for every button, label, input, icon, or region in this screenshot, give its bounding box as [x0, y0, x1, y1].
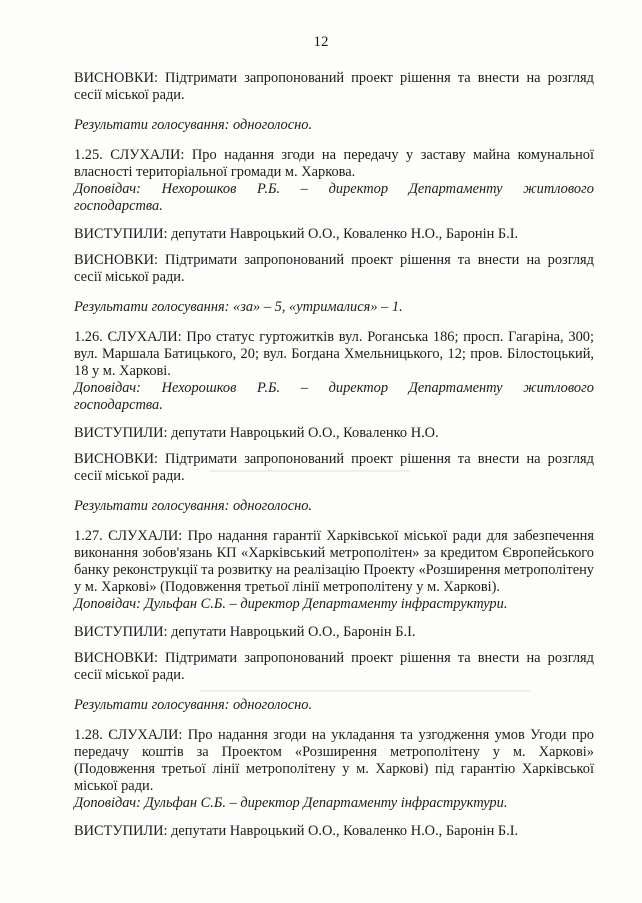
speaker-dept-kind: житлового: [523, 181, 594, 197]
item-1-25-vote: Результати голосування: «за» – 5, «утрималися» – 1.: [74, 299, 403, 315]
item-1-26-spoke: ВИСТУПИЛИ: депутати Навроцький О.О., Коваленко Н.О.: [74, 425, 439, 441]
speaker-label: Доповідач:: [74, 181, 141, 197]
conclusion-text: ВИСНОВКИ: Підтримати запропонований проект рішення та внести на розгляд сесії міської ради.: [74, 70, 594, 103]
item-1-25-heard: 1.25. СЛУХАЛИ: Про надання згоди на передачу у заставу майна комунальної власності територіальної громади м. Харкова.: [74, 147, 594, 180]
item-1-27-conclusion: ВИСНОВКИ: Підтримати запропонований проект рішення та внести на розгляд сесії міської ради.: [74, 650, 594, 683]
speaker-name: Нехорошков: [161, 380, 237, 396]
voting-result: Результати голосування: одноголосно.: [74, 117, 313, 133]
speaker-initials: Р.Б.: [257, 380, 281, 396]
speaker-dash: –: [300, 181, 308, 197]
item-1-26-conclusion: ВИСНОВКИ: Підтримати запропонований проект рішення та внести на розгляд сесії міської ради.: [74, 451, 594, 484]
item-1-27-speaker: Доповідач: Дульфан С.Б. – директор Департаменту інфраструктури.: [74, 596, 508, 612]
speaker-tail: господарства.: [74, 397, 163, 413]
speaker-dash: –: [300, 380, 308, 396]
page-number: 12: [313, 34, 329, 50]
item-1-26-vote: Результати голосування: одноголосно.: [74, 498, 313, 514]
item-1-28-spoke: ВИСТУПИЛИ: депутати Навроцький О.О., Коваленко Н.О., Баронін Б.І.: [74, 823, 519, 839]
speaker-dept: Департаменту: [408, 181, 503, 197]
speaker-dept-kind: житлового: [523, 380, 594, 396]
speaker-initials: Р.Б.: [257, 181, 281, 197]
speaker-label: Доповідач:: [74, 380, 141, 396]
item-1-27-spoke: ВИСТУПИЛИ: депутати Навроцький О.О., Баронін Б.І.: [74, 624, 416, 640]
speaker-role: директор: [328, 380, 389, 396]
speaker-tail: господарства.: [74, 198, 163, 214]
speaker-name: Нехорошков: [161, 181, 237, 197]
item-1-26-heard: 1.26. СЛУХАЛИ: Про статус гуртожитків вул. Роганська 186; просп. Гагаріна, 300; вул. Маршала Батицького, 20; вул. Богдана Хмельницького, 12; пров. Білостоцький, 18 у м. Харкові.: [74, 329, 594, 379]
item-1-25-conclusion: ВИСНОВКИ: Підтримати запропонований проект рішення та внести на розгляд сесії міської ради.: [74, 252, 594, 285]
speaker-dept: Департаменту: [408, 380, 503, 396]
item-1-27-vote: Результати голосування: одноголосно.: [74, 697, 313, 713]
item-1-28-heard: 1.28. СЛУХАЛИ: Про надання згоди на укладання та узгодження умов Угоди про передачу коштів за Проектом «Розширення метрополітену у м. Харкові» (Подовження третьої лінії метрополітену у м. Харкові) під гарантію Харківської міської ради.: [74, 727, 594, 794]
protocol-body: [74, 70, 594, 840]
scan-noise: [210, 470, 410, 472]
speaker-role: директор: [328, 181, 389, 197]
item-1-26-speaker: [74, 380, 594, 397]
item-1-28-speaker: Доповідач: Дульфан С.Б. – директор Департаменту інфраструктури.: [74, 795, 508, 811]
scan-noise: [200, 690, 530, 692]
item-1-25-spoke: ВИСТУПИЛИ: депутати Навроцький О.О., Коваленко Н.О., Баронін Б.І.: [74, 226, 519, 242]
item-1-25-speaker: [74, 181, 594, 198]
item-1-27-heard: 1.27. СЛУХАЛИ: Про надання гарантії Харківської міської ради для забезпечення виконання зобов'язань КП «Харківський метрополітен» за кредитом Європейського банку реконструкції та розвитку на реалізацію Проекту «Розширення метрополітену у м. Харкові» (Подовження третьої лінії метрополітену у м. Харкові).: [74, 528, 594, 595]
